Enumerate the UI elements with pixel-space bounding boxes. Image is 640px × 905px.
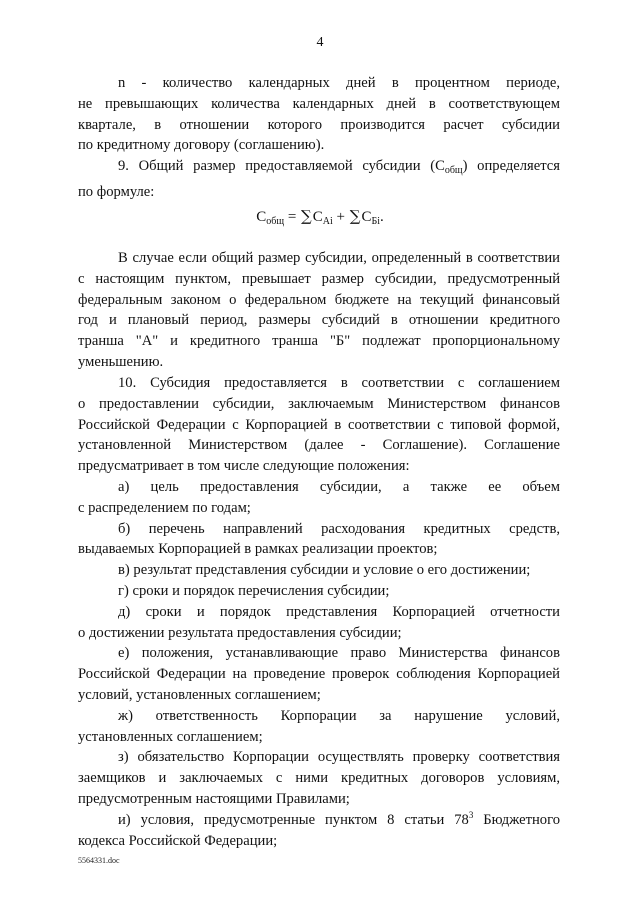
text-line: уменьшению. [78,353,164,370]
text-line: е) положения, устанавливающие право Министерства финансов [118,645,560,662]
definition-paragraph [78,73,560,156]
text-line: федеральным законом о федеральном бюджете на текущий финансовый [78,291,560,308]
text-line: б) перечень направлений расходования кредитных средств, [118,520,560,537]
text-line: о достижении результата предоставления субсидии; [78,624,402,641]
list-item [78,643,560,705]
text-line: год и плановый период, размеры субсидий в отношении кредитного [78,312,560,329]
document-filename: 5564331.doc [78,856,120,865]
item-10-paragraph [78,373,560,477]
text-line: а) цель предоставления субсидии, а также ее объем [118,479,560,495]
text-line: квартале, в отношении которого производится расчет субсидии [78,116,560,133]
text-line: Российской Федерации на проведение проверок соблюдения Корпорацией [78,666,560,683]
list-item [78,747,560,809]
page-number: 4 [316,35,324,50]
list-item [78,706,560,748]
text-line: о предоставлении субсидии, заключаемым Министерством финансов [78,395,560,412]
text-line: г) сроки и порядок перечисления субсидии; [118,582,390,599]
list-item [78,477,560,519]
text-line: 10. Субсидия предоставляется в соответствии с соглашением [118,375,560,391]
text-line: заемщиков и заключаемых с ними кредитных договоров условиям, [78,770,560,787]
text-line: условий, установленных соглашением; [78,686,321,703]
item-9-paragraph [78,156,560,203]
reduction-paragraph [78,248,560,373]
text-line: с настоящим пунктом, превышает размер субсидии, предусмотренный [78,270,560,287]
text-line: ж) ответственность Корпорации за нарушение условий, [118,707,560,724]
text-line: предусматривает в том числе следующие положения: [78,458,410,475]
list-item [78,560,560,581]
list-item [78,810,560,852]
text-line: не превышающих количества календарных дней в соответствующем [78,95,560,112]
text-line: В случае если общий размер субсидии, определенный в соответствии [118,250,560,266]
text-line: установленных соглашением; [78,728,263,745]
text-line: д) сроки и порядок представления Корпорацией отчетности [118,603,560,620]
text-line: по формуле: [78,183,155,200]
text-line: выдаваемых Корпорацией в рамках реализации проектов; [78,541,438,558]
text-line: транша "А" и кредитного транша "Б" подлежат пропорциональному [78,333,560,350]
text-line: и) условия, предусмотренные пунктом 8 статьи 78$^3$ Бюджетного [118,809,560,828]
text-line: n - количество календарных дней в процентном периоде, [118,75,560,91]
provisions-list [78,477,560,851]
list-item [78,519,560,561]
list-item [78,581,560,602]
text-line: Российской Федерации с Корпорацией в соответствии с типовой формой, [78,416,560,433]
text-line: по кредитному договору (соглашению). [78,137,325,154]
text-line: в) результат представления субсидии и условие о его достижении; [118,562,531,579]
text-line: установленной Министерством (далее - Соглашение). Соглашение [78,437,560,454]
text-line: 9. Общий размер предоставляемой субсидии $(С_{общ})$ определяется [118,158,560,176]
list-item [78,602,560,644]
subsidy-formula: $С_{общ} = \sum С_{Ai} + \sum С_{Бi}$. [256,207,384,227]
text-line: предусмотренным настоящими Правилами; [78,790,350,807]
text-line: кодекса Российской Федерации; [78,832,278,849]
text-line: з) обязательство Корпорации осуществлять проверку соответствия [118,749,560,766]
text-line: с распределением по годам; [78,499,251,516]
